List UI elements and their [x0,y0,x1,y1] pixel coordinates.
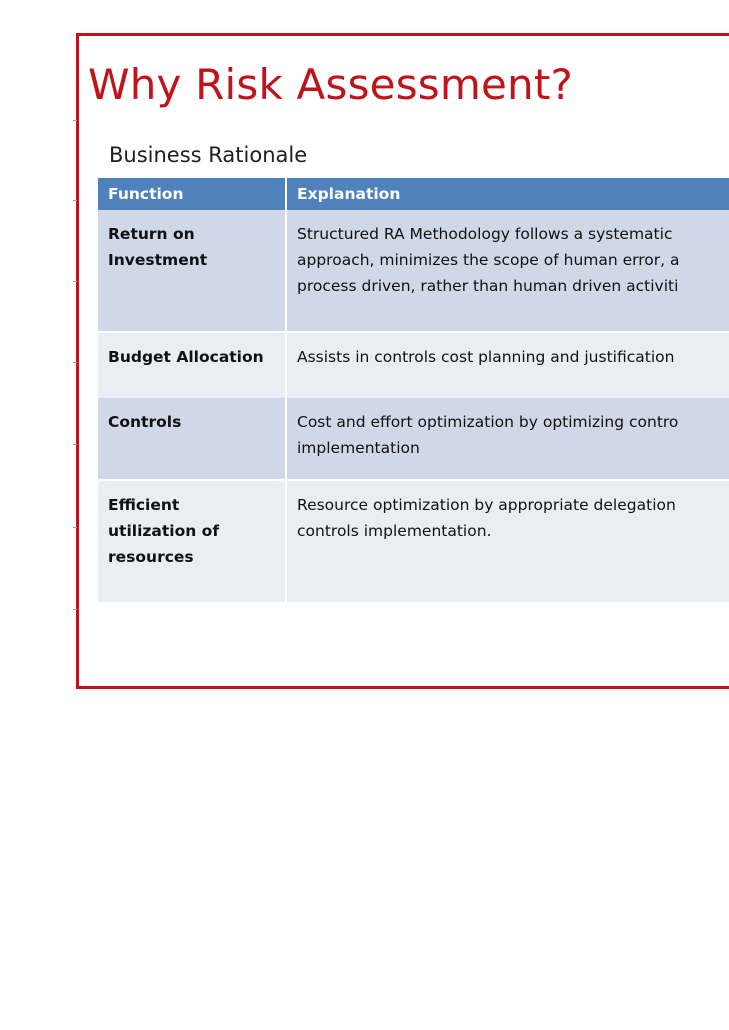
function-cell [98,398,286,480]
explanation-cell [286,332,729,398]
explanation-text: Cost and effort optimization by optimizing contro [297,413,679,431]
function-text: Controls [108,413,182,431]
function-cell [98,332,286,398]
frame-tick [73,281,77,282]
table-row [98,210,729,332]
frame-tick [73,120,77,121]
table-header-row [98,178,729,210]
table-row [98,480,729,602]
frame-tick [73,200,77,201]
function-text: Return on [108,225,195,243]
function-text: Efficient [108,496,180,514]
explanation-text: Structured RA Methodology follows a systematic [297,225,673,243]
explanation-cell [286,210,729,332]
table-row [98,332,729,398]
frame-tick [73,527,77,528]
function-text: Budget Allocation [108,348,264,366]
function-text: Investment [108,251,208,269]
function-text: utilization of [108,522,220,540]
explanation-text: Assists in controls cost planning and justification [297,348,675,366]
frame-tick [73,362,77,363]
slide-title: Why Risk Assessment? [88,60,573,109]
explanation-text: controls implementation. [297,522,492,540]
column-header-explanation: Explanation [286,178,729,210]
function-text: resources [108,548,194,566]
explanation-text: Resource optimization by appropriate delegation [297,496,676,514]
explanation-text: approach, minimizes the scope of human error, a [297,251,680,269]
explanation-text: implementation [297,439,420,457]
function-cell [98,210,286,332]
frame-tick [73,444,77,445]
explanation-text: process driven, rather than human driven activiti [297,277,679,295]
table-row [98,398,729,480]
explanation-cell [286,398,729,480]
slide-subtitle: Business Rationale [109,143,308,167]
frame-tick [73,609,77,610]
function-cell [98,480,286,602]
business-rationale-table [98,178,729,602]
column-header-function: Function [98,178,286,210]
explanation-cell [286,480,729,602]
